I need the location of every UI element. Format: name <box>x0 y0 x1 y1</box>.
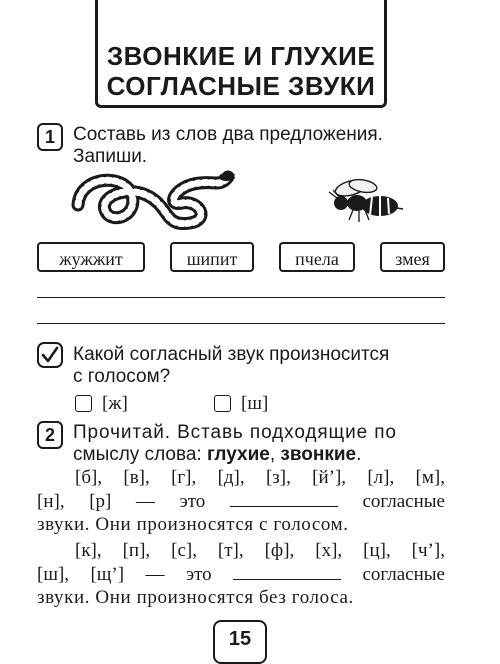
p2-line1 <box>75 539 445 563</box>
option-sh-checkbox[interactable] <box>214 395 231 412</box>
sound-token: [ф], <box>264 540 295 561</box>
word-card-3: пчела <box>279 242 355 272</box>
check-question-line1: Какой согласный звук произносится <box>73 344 390 365</box>
word-eto: это <box>179 491 206 512</box>
snake-illustration <box>70 165 235 233</box>
p2-line3: звуки. Они произносятся без голоса. <box>37 587 354 608</box>
p1-line3: звуки. Они произносятся с голосом. <box>37 514 349 535</box>
task1-text <box>73 124 453 168</box>
task2-intro-line2 <box>73 444 445 466</box>
page-title-line1: ЗВОНКИЕ И ГЛУХИЕ <box>106 41 376 71</box>
blank-fill-2[interactable] <box>233 563 341 580</box>
word-zvonkie: звонкие <box>280 444 357 465</box>
sound-token: [х], <box>315 540 343 561</box>
sound-token: [к], <box>75 540 102 561</box>
task2-intro-prefix: смыслу слова: <box>73 444 207 465</box>
word-card-1: жужжит <box>37 242 145 272</box>
p1-line2 <box>37 490 445 514</box>
word-card-4: змея <box>380 242 445 272</box>
option-sh-label: [ш] <box>241 393 269 414</box>
sound-token: [л], <box>367 467 395 488</box>
comma: , <box>269 444 281 465</box>
task1-number-badge: 1 <box>37 123 63 151</box>
task2-intro <box>73 422 445 466</box>
blank-fill-1[interactable] <box>230 490 338 507</box>
sound-token: [г], <box>171 467 197 488</box>
dash: — <box>145 564 165 585</box>
task2-number-badge: 2 <box>37 421 63 449</box>
sound-token: [м], <box>415 467 445 488</box>
option-zh-checkbox[interactable] <box>75 395 92 412</box>
sound-token: [в], <box>123 467 150 488</box>
p1-line1 <box>75 466 445 490</box>
task1-text-line1: Составь из слов два предложения. <box>73 124 383 145</box>
sound-token: [з], <box>265 467 291 488</box>
sound-token: [р] <box>89 491 112 512</box>
period: . <box>356 444 362 465</box>
answer-line-1[interactable] <box>37 297 445 298</box>
sound-token: [щ’] <box>90 564 125 585</box>
sound-token: [б], <box>75 467 103 488</box>
word-glukhie: глухие <box>206 444 270 465</box>
option-zh-label: [ж] <box>102 393 128 414</box>
word-soglasnye: согласные <box>362 491 445 512</box>
sound-token: [ц], <box>363 540 391 561</box>
page-title-line2: СОГЛАСНЫЕ ЗВУКИ <box>106 71 376 101</box>
check-badge-icon <box>37 342 63 368</box>
sound-token: [й’], <box>312 467 347 488</box>
task1-text-line2: Запиши. <box>73 146 148 167</box>
sound-token: [н], <box>37 491 65 512</box>
page-number: 15 <box>213 620 267 664</box>
task2-intro-line1: Прочитай. Вставь подходящие по <box>73 422 397 443</box>
sound-token: [ш], <box>37 564 70 585</box>
bee-illustration <box>325 178 405 224</box>
word-soglasnye: согласные <box>362 564 445 585</box>
sound-token: [с], <box>171 540 197 561</box>
p2-line2 <box>37 563 445 587</box>
check-question-line2: с голосом? <box>73 366 171 387</box>
word-eto: это <box>185 564 212 585</box>
word-card-2: шипит <box>170 242 254 272</box>
check-question-text <box>73 344 453 388</box>
dash: — <box>135 491 155 512</box>
sound-token: [ч’], <box>411 540 445 561</box>
sound-token: [т], <box>217 540 244 561</box>
answer-line-2[interactable] <box>37 323 445 324</box>
sound-token: [д], <box>217 467 245 488</box>
sound-token: [п], <box>122 540 151 561</box>
